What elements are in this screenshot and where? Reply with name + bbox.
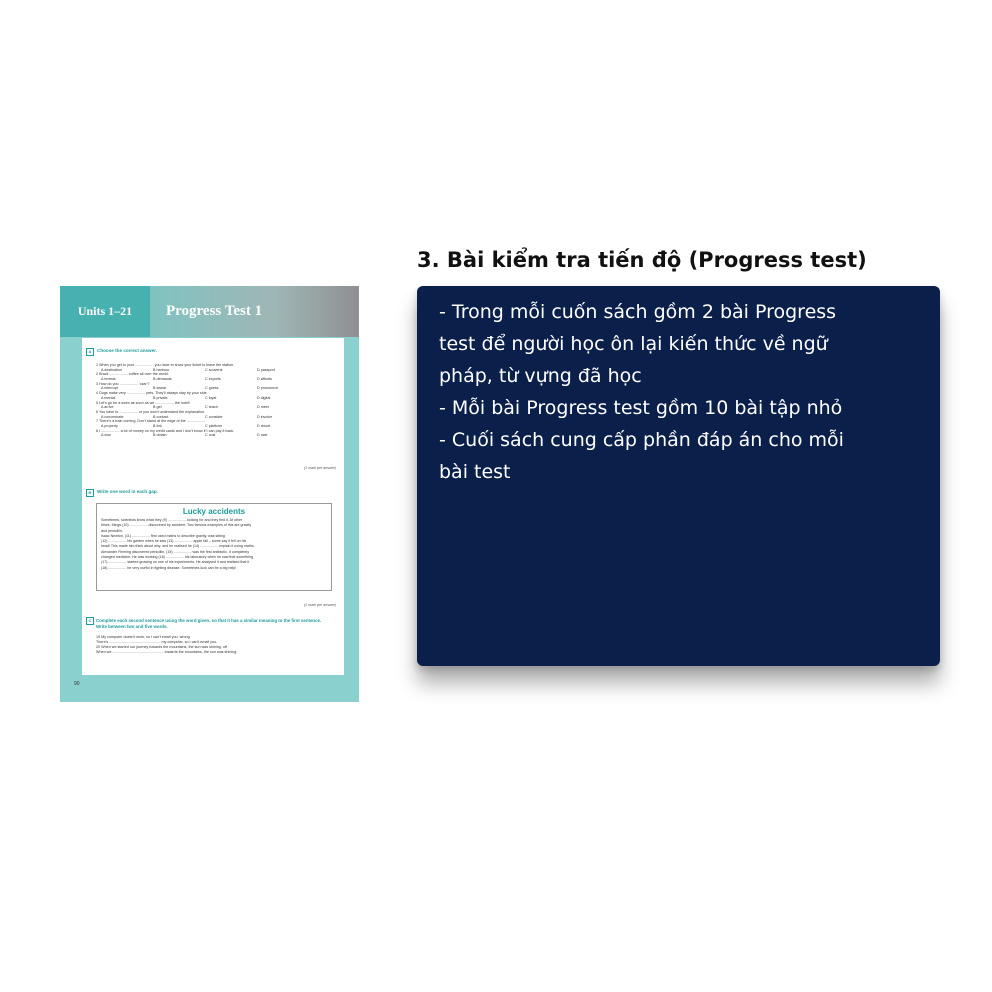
section-a-heading (86, 348, 157, 356)
question-item: 1 When you get to your .................. you have to show your ticket to leave the station. A destination B harbour C souvenir D passport (96, 363, 275, 372)
question-item: 5 Let's go for a swim as soon as we .................. the hotel! A arrive B get C reach D meet (96, 400, 269, 410)
section-heading: 3. Bài kiểm tra tiến độ (Progress test) (417, 248, 867, 272)
section-b-letter: B (86, 489, 94, 497)
section-c-instruction: Complete each second sentence using the word given, so that it has a similar meaning to the first sentence. Write between two and five words. (96, 618, 322, 629)
section-b-heading (86, 489, 158, 497)
card-text-line: bài test (439, 461, 511, 483)
book-page-image (60, 286, 359, 702)
story-line: times, things (10) .................. discovered by accident. Two famous examples of this are gravity (101, 523, 252, 528)
question-list (96, 363, 336, 438)
section-a-letter: A (86, 348, 94, 356)
card-text-line: test để người học ôn lại kiến thức về ngữ (439, 333, 828, 355)
transformation-line: 20 When we started our journey towards the mountains, the sun was shining. off (96, 645, 227, 649)
card-text-line: - Mỗi bài Progress test gồm 10 bài tập nhỏ (439, 397, 843, 419)
book-header (60, 286, 359, 337)
section-a-instruction: Choose the correct answer. (97, 348, 157, 353)
story-line: and penicillin. (101, 528, 123, 533)
story-line: (12) .................. his garden when he saw (13) .................. apple fall – some say it fell on his (101, 539, 247, 544)
story-box (96, 503, 332, 591)
section-c-letter: C (86, 617, 94, 625)
story-line: (17) .................. started growing on one of his experiments. He analysed it and realised that it (101, 560, 250, 565)
book-paper (82, 338, 344, 675)
transformation-line: When we .................................................. towards the mountains, the sun was shining. (96, 650, 238, 654)
section-b-instruction: Write one word in each gap. (97, 489, 158, 494)
story-title: Lucky accidents (182, 507, 246, 516)
story-line: Alexander Fleming discovered penicillin, (15) .................. was the first antibiotic. It completely (101, 549, 250, 554)
question-item: 8 I .................. a lot of money on my credit cards and I don't know if I can pay it back. A own B obtain C cost D owe (96, 428, 268, 438)
story-line: Sometimes, scientists know what they (9) .................. looking for and they find it. At other (101, 518, 243, 522)
mark-note-b: (1 mark per answer) (303, 603, 336, 607)
question-item: 6 You have to .................. or you won't understand the explanation. A concentrate B contact C consider D involve (96, 409, 273, 419)
page-number: 90 (74, 681, 80, 687)
card-text-line: - Cuối sách cung cấp phần đáp án cho mỗi (439, 429, 844, 451)
info-card (417, 286, 940, 666)
transformation-list (96, 635, 332, 655)
mark-note-a: (1 mark per answer) (303, 466, 336, 470)
story-line: head! This made him think about why, and he realised he (14) .................. explain it using maths. (101, 544, 255, 549)
question-item: 7 There's a train coming. Don't stand at the edge of the .................. A property B link C platform D resort (96, 419, 271, 429)
card-text-line: pháp, từ vựng đã học (439, 365, 642, 387)
book-units-label: Units 1–21 (60, 286, 150, 337)
book-title: Progress Test 1 (150, 286, 359, 337)
story-line: changed medicine. He was working (16) .................. his laboratory when he saw that something (101, 555, 254, 560)
transformation-line: 19 My computer doesn't work, so I can't email you. wrong (96, 635, 190, 639)
question-item: 2 Brazil .................. coffee all over the world. A invests B demands C exports D affords (96, 372, 272, 382)
question-item: 3 How do you .................. 'czar'? A interrupt B swear C guess D pronounce (96, 381, 279, 391)
story-line: (18) .................. be very useful in fighting disease. Sometimes luck can be a big help! (101, 565, 237, 570)
story-line: Isaac Newton, (11) .................. first used maths to describe gravity, was sitting (101, 533, 225, 538)
transformation-line: There's .................................................. my computer, so I can't email you. (96, 640, 218, 644)
question-item: 4 Dogs make very .................. pets. They'll always stay by your side. A mental B private C loyal D digital (96, 391, 271, 400)
card-text-line: - Trong mỗi cuốn sách gồm 2 bài Progress (439, 301, 837, 323)
